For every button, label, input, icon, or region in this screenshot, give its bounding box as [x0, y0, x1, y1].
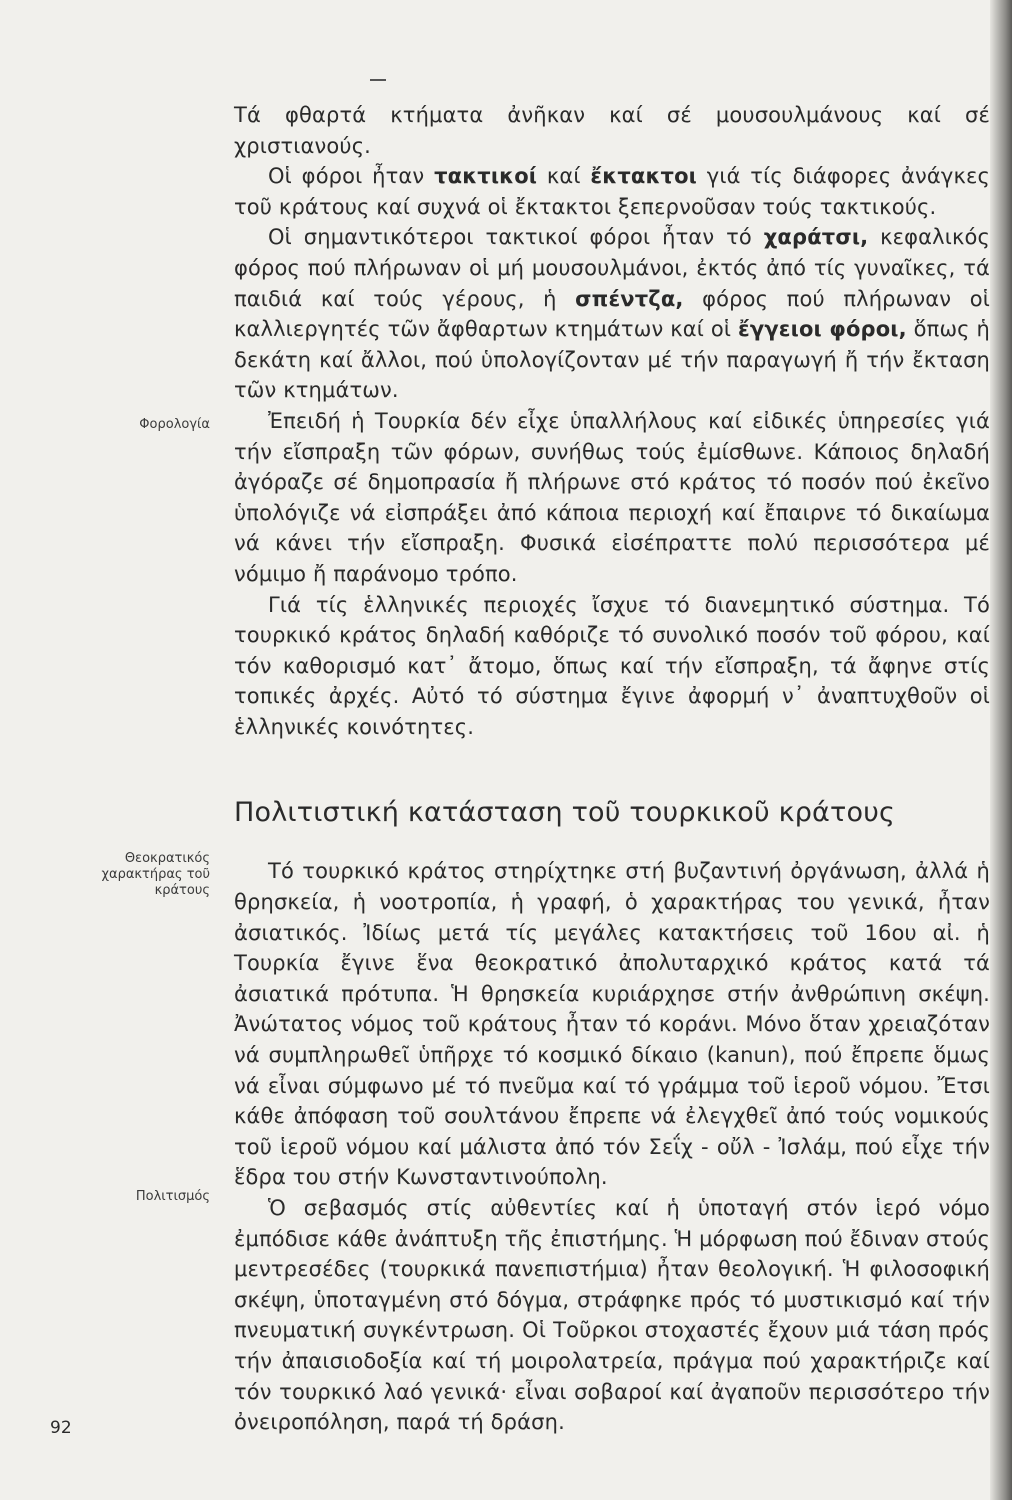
paragraph-5: Γιά τίς ἑλληνικές περιοχές ἴσχυε τό διανεμητικό σύστημα. Τό τουρκικό κράτος δηλαδή καθόριζε τό συνολικό ποσόν τοῦ φόρου, καί τόν καθορισμό κατ᾽ ἄτομο, ὅπως καί τήν εἴσπραξη, τά ἄφηνε στίς τοπικές ἀρχές. Αὐτό τό σύστημα ἔγινε ἀφορμή ν᾽ ἀναπτυχθοῦν οἱ ἑλληνικές κοινότητες. [234, 592, 990, 739]
main-text [234, 100, 990, 1438]
margin-note-taxation: Φορολογία [139, 417, 210, 432]
term-spentza: σπέντζα, [575, 286, 684, 311]
paragraph-2 [234, 161, 990, 222]
term-land-taxes: ἔγγειοι φόροι, [738, 317, 907, 342]
paragraph-3-text-g: ὅπως ἡ δεκάτη καί ἄλλοι, πού ὑπολογίζονταν μέ τήν παραγωγή ἤ τήν ἔκταση τῶν κτημάτων. [234, 317, 990, 403]
paragraph-6: Τό τουρκικό κράτος στηρίχτηκε στή βυζαντινή ὀργάνωση, ἀλλά ἡ θρησκεία, ἡ νοοτροπία, ἡ γραφή, ὁ χαρακτήρας του γενικά, ἦταν ἀσιατικός. Ἰδίως μετά τίς μεγάλες κατακτήσεις τοῦ 16ου αἰ. ἡ Τουρκία ἔγινε ἕνα θεοκρατικό ἀπολυταρχικό κράτος κατά τά ἀσιατικά πρότυπα. Ἡ θρησκεία κυριάρχησε στήν ἀνθρώπινη σκέψη. Ἀνώτατος νόμος τοῦ κράτους ἦταν τό κοράνι. Μόνο ὅταν χρειαζόταν νά συμπληρωθεῖ ὑπῆρχε τό κοσμικό δίκαιο (kanun), πού ἔπρεπε ὅμως νά εἶναι σύμφωνο μέ τό πνεῦμα καί τό γράμμα τοῦ ἱεροῦ νόμου. Ἔτσι κάθε ἀπόφαση τοῦ σουλτάνου ἔπρεπε νά ἐλεγχθεῖ ἀπό τούς νομικούς τοῦ ἱεροῦ νόμου καί μάλιστα ἀπό τόν Σεΐχ - οὔλ - Ἰσλάμ, πού εἶχε τήν ἕδρα του στήν Κωνσταντινούπολη. [234, 859, 990, 1190]
paragraph-3-text-c: κεφαλικός φόρος πού πλήρωναν οἱ μή μουσουλμάνοι, ἐκτός ἀπό τίς γυναῖκες, τά παιδιά καί τούς γέρους, ἡ [234, 225, 991, 311]
paragraph-4: Ἐπειδή ἡ Τουρκία δέν εἶχε ὑπαλλήλους καί εἰδικές ὑπηρεσίες γιά τήν εἴσπραξη τῶν φόρων, συνήθως τούς ἐμίσθωνε. Κάποιος δηλαδή ἀγόραζε σέ δημοπρασία ἤ πλήρωνε στό κράτος τό ποσόν πού ἐκεῖνο ὑπολόγιζε νά εἰσπράξει ἀπό κάποια περιοχή καί ἔπαιρνε τό δικαίωμα νά κάνει τήν εἴσπραξη. Φυσικά εἰσέπραττε πολύ περισσότερα μέ νόμιμο ἤ παράνομο τρόπο. [234, 408, 990, 586]
paragraph-3-text-e: φόρος πού πλήρωναν οἱ καλλιεργητές τῶν ἄφθαρτων κτημάτων καί οἱ [234, 286, 990, 342]
paragraph-2-text-e: γιά τίς διάφορες ἀνάγκες τοῦ κράτους καί συχνά οἱ ἔκτακτοι ξεπερνοῦσαν τούς τακτικούς. [234, 164, 990, 219]
page-number: 92 [50, 1418, 72, 1438]
margin-note-culture: Πολιτισμός [135, 1189, 210, 1204]
paragraph-7: Ὁ σεβασμός στίς αὐθεντίες καί ἡ ὑποταγή στόν ἱερό νόμο ἐμπόδισε κάθε ἀνάπτυξη τῆς ἐπιστήμης. Ἡ μόρφωση πού ἔδιναν στούς μεντρεσέδες (τουρκικά πανεπιστήμια) ἦταν θεολογική. Ἡ φιλοσοφική σκέψη, ὑποταγμένη στό δόγμα, στράφηκε πρός τό μυστικισμό καί τήν πνευματική συγκέντρωση. Οἱ Τοῦρκοι στοχαστές ἔχουν μιά τάση πρός τήν ἀπαισιοδοξία καί τή μοιρολατρεία, πράγμα πού χαρακτήριζε καί τόν τουρκικό λαό γενικά· εἶναι σοβαροί καί ἀγαποῦν περισσότερο τήν ὀνειροπόληση, παρά τή δράση. [234, 1196, 990, 1435]
term-extraordinary-taxes: ἔκτακτοι [590, 164, 697, 189]
term-regular-taxes: τακτικοί [434, 164, 538, 189]
paragraph-3-text-a: Οἱ σημαντικότεροι τακτικοί φόροι ἦταν τό [268, 225, 764, 250]
margin-note-theocratic: Θεοκρατικός χαρακτήρας τοῦ κράτους [101, 851, 210, 898]
paragraph-3 [234, 222, 990, 406]
term-haratsi: χαράτσι, [763, 225, 869, 250]
section-heading: Πολιτιστική κατάσταση τοῦ τουρκικοῦ κράτους [234, 797, 896, 829]
page-edge-shadow [990, 0, 1012, 1500]
top-rule [370, 79, 386, 81]
paragraph-1: Τά φθαρτά κτήματα ἀνῆκαν καί σέ μουσουλμάνους καί σέ χριστιανούς. [234, 103, 990, 158]
paragraph-2-text-c: καί [537, 164, 591, 189]
paragraph-2-text-a: Οἱ φόροι ἦταν [268, 164, 435, 189]
